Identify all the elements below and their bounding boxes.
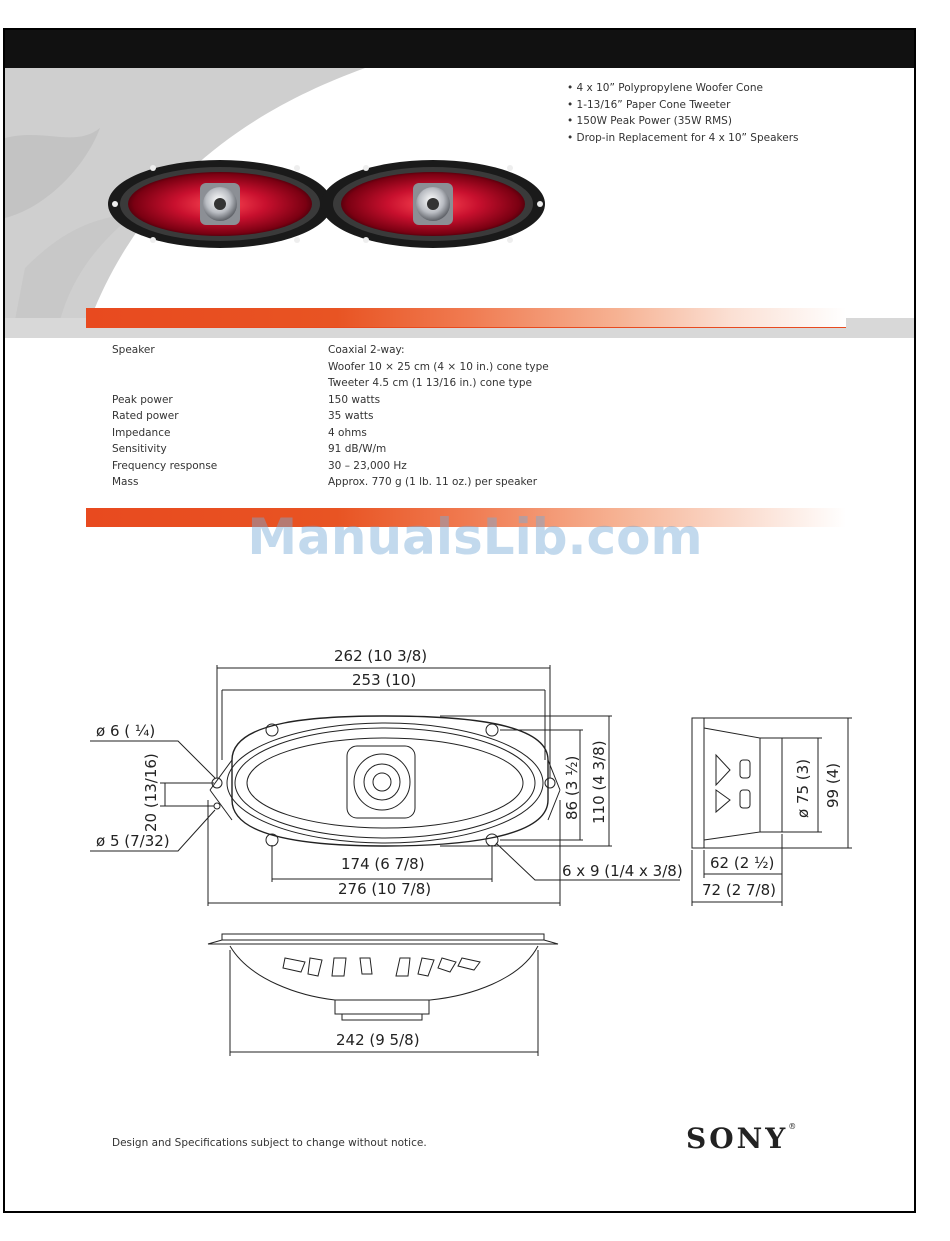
feature-item: • 1-13/16” Paper Cone Tweeter bbox=[567, 97, 798, 114]
spec-value: 35 watts bbox=[328, 410, 374, 422]
registered-mark: ® bbox=[788, 1122, 797, 1131]
sony-logo bbox=[686, 1122, 796, 1155]
dim-hole-dia-bottom: ø 5 (7/32) bbox=[96, 832, 170, 850]
dim-flange-width: 276 (10 7/8) bbox=[338, 880, 432, 898]
spec-label: Peak power bbox=[112, 393, 173, 406]
section-rule-specs bbox=[86, 308, 846, 328]
watermark: ManualsLib.com bbox=[247, 508, 703, 566]
spec-row-peak-power bbox=[112, 392, 728, 409]
dim-slot-size: 6 x 9 (1/4 x 3/8) bbox=[562, 862, 683, 880]
top-bar bbox=[5, 30, 914, 68]
spec-table bbox=[112, 342, 728, 491]
spec-value: 150 watts bbox=[328, 393, 381, 406]
spec-label: Impedance bbox=[112, 426, 171, 439]
dim-side-height: 99 (4) bbox=[824, 762, 842, 808]
front-view bbox=[210, 716, 560, 846]
spec-row-sensitivity bbox=[112, 441, 728, 458]
dim-overall-width: 262 (10 3/8) bbox=[334, 647, 428, 665]
dim-height-86: 86 (3 ½) bbox=[563, 755, 581, 820]
dim-hole-spacing: 20 (13/16) bbox=[142, 753, 160, 832]
spec-label: Rated power bbox=[112, 410, 179, 422]
spec-value: 30 – 23,000 Hz bbox=[328, 459, 407, 472]
logo-text: SONY bbox=[686, 1122, 789, 1155]
dim-slot-spacing: 174 (6 7/8) bbox=[341, 855, 425, 873]
speaker-left bbox=[108, 160, 332, 248]
speaker-right bbox=[321, 160, 545, 248]
dim-height-110: 110 (4 3/8) bbox=[590, 740, 608, 824]
side-view bbox=[692, 718, 852, 906]
spec-row-mass bbox=[112, 474, 728, 491]
spec-label: Sensitivity bbox=[112, 443, 167, 455]
spec-value-line: Tweeter 4.5 cm (1 13/16 in.) cone type bbox=[328, 377, 532, 389]
spec-label: Frequency response bbox=[112, 459, 218, 472]
dim-magnet-dia: ø 75 (3) bbox=[794, 758, 812, 818]
feature-item: • 4 x 10” Polypropylene Woofer Cone bbox=[567, 80, 798, 97]
spec-value-line: Coaxial 2-way: bbox=[328, 344, 405, 356]
spec-label: Speaker bbox=[112, 344, 155, 356]
feature-list bbox=[567, 80, 798, 146]
spec-row-rated-power bbox=[112, 408, 728, 425]
dim-depth-62: 62 (2 ½) bbox=[710, 854, 775, 872]
spec-row-frequency-response bbox=[112, 458, 728, 475]
spec-value: Approx. 770 g (1 lb. 11 oz.) per speaker bbox=[328, 476, 538, 488]
spec-label: Mass bbox=[112, 476, 139, 488]
footnote: Design and Specifications subject to change without notice. bbox=[112, 1137, 427, 1149]
dim-inner-width: 253 (10) bbox=[352, 671, 417, 689]
dim-hole-dia-top: ø 6 ( ¼) bbox=[96, 722, 156, 740]
spec-value-line: Woofer 10 × 25 cm (4 × 10 in.) cone type bbox=[328, 360, 549, 373]
dim-depth-72: 72 (2 7/8) bbox=[702, 881, 777, 899]
dim-basket-width: 242 (9 5/8) bbox=[336, 1031, 420, 1049]
spec-row-impedance bbox=[112, 425, 728, 442]
spec-value bbox=[328, 342, 728, 392]
spec-value: 4 ohms bbox=[328, 426, 367, 439]
spec-value: 91 dB/W/m bbox=[328, 443, 387, 455]
feature-item: • 150W Peak Power (35W RMS) bbox=[567, 113, 798, 130]
feature-item: • Drop-in Replacement for 4 x 10” Speakers bbox=[567, 130, 798, 147]
dimension-drawing bbox=[0, 560, 950, 1070]
spec-row-speaker bbox=[112, 342, 728, 392]
